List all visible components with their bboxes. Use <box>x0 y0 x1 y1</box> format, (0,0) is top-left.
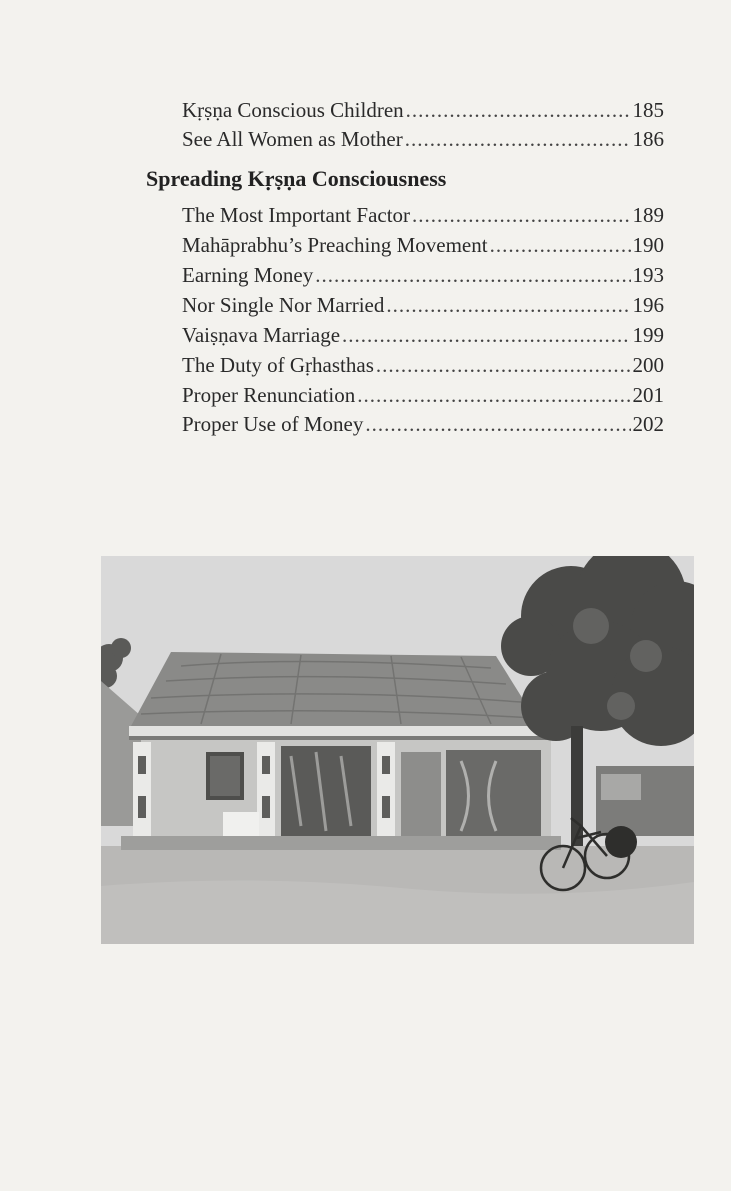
toc-leader-dots <box>315 260 630 290</box>
toc-entry <box>182 124 664 154</box>
toc-entry <box>182 200 664 230</box>
toc-entry-page: 189 <box>632 203 664 227</box>
photo-thatched-house <box>101 556 694 944</box>
toc-entry-page: 201 <box>632 383 664 407</box>
toc-entry-title: Earning Money <box>182 263 314 287</box>
toc-entry-page: 199 <box>632 323 664 347</box>
toc-entry <box>182 230 664 260</box>
photo-roof <box>131 652 541 728</box>
toc-entry-title: Vaiṣṇava Marriage <box>182 323 341 347</box>
toc-leader-dots <box>342 320 630 350</box>
toc-entry-page: 202 <box>632 412 664 436</box>
toc-leader-dots <box>365 409 630 439</box>
toc-leader-dots <box>357 380 630 410</box>
toc-entry-title: Nor Single Nor Married <box>182 293 385 317</box>
toc-leader-dots <box>376 350 631 380</box>
toc-entry <box>182 290 664 320</box>
toc-entry <box>182 95 664 125</box>
toc-entry-page: 193 <box>632 263 664 287</box>
toc-leader-dots <box>406 95 631 125</box>
toc-entry-page: 186 <box>632 127 664 151</box>
toc-entry <box>182 260 664 290</box>
toc-leader-dots <box>386 290 630 320</box>
toc-entry-page: 200 <box>632 353 664 377</box>
toc-entry-title: Proper Use of Money <box>182 412 364 436</box>
toc-leader-dots <box>412 200 630 230</box>
toc-entry-page: 190 <box>632 233 664 257</box>
toc-entry <box>182 320 664 350</box>
toc-entry-title: Proper Renunciation <box>182 383 356 407</box>
toc-entry-title: Mahāprabhu’s Preaching Movement <box>182 233 488 257</box>
toc-entry-title: See All Women as Mother <box>182 127 403 151</box>
toc-entry-title: The Most Important Factor <box>182 203 411 227</box>
toc-entry-page: 185 <box>632 98 664 122</box>
section-heading: Spreading Kṛṣṇa Consciousness <box>146 166 447 191</box>
toc-entry <box>182 380 664 410</box>
toc-leader-dots <box>405 124 631 154</box>
toc-entry-title: The Duty of Gṛhasthas <box>182 353 374 377</box>
toc-entry <box>182 409 664 439</box>
toc-entry-title: Kṛṣṇa Conscious Children <box>182 98 404 122</box>
toc-leader-dots <box>490 230 631 260</box>
toc-entry-page: 196 <box>632 293 664 317</box>
toc-entry <box>182 350 664 380</box>
